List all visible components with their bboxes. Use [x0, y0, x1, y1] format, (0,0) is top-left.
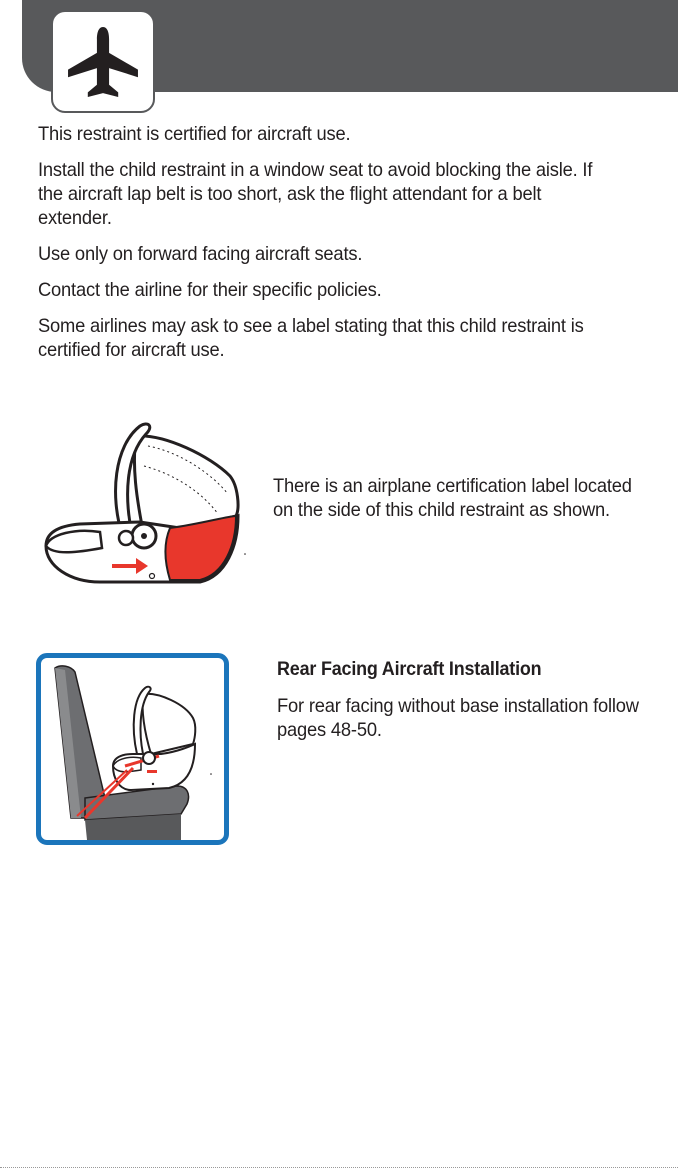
label-caption: There is an airplane certification label located on the side of this child restraint as shown.	[273, 475, 632, 521]
aircraft-seat-installation-illustration	[41, 658, 224, 840]
intro-text	[38, 122, 602, 374]
rear-facing-title: Rear Facing Aircraft Installation	[277, 658, 542, 680]
aircraft-seat-installation-frame	[36, 653, 229, 845]
rear-facing-instructions: For rear facing without base installation follow pages 48-50.	[277, 695, 639, 741]
infant-carrier-label-illustration	[40, 416, 255, 591]
intro-paragraph-5: Some airlines may ask to see a label stating that this child restraint is certified for aircraft use.	[38, 315, 584, 361]
intro-paragraph-4: Contact the airline for their specific policies.	[38, 279, 382, 301]
page-trim-line	[0, 1167, 678, 1168]
airplane-icon	[65, 24, 141, 100]
intro-paragraph-1: This restraint is certified for aircraft use.	[38, 123, 351, 145]
intro-paragraph-3: Use only on forward facing aircraft seats.	[38, 243, 363, 265]
intro-paragraph-2: Install the child restraint in a window seat to avoid blocking the aisle. If the aircraft lap belt is too short, ask the flight attendant for a belt extender.	[38, 159, 593, 229]
airplane-icon-tile	[51, 10, 155, 113]
rear-facing-body	[277, 694, 653, 742]
